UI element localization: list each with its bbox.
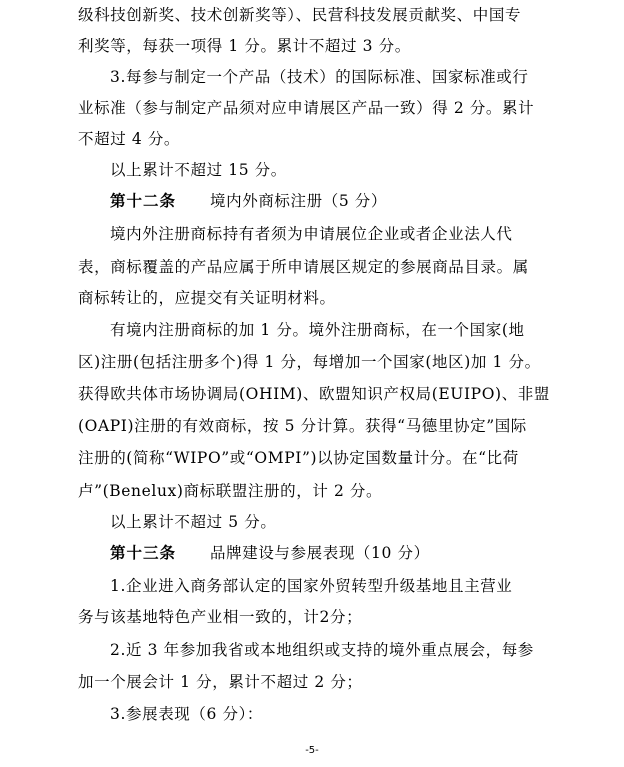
text-line: 业标准（参与制定产品须对应申请展区产品一致）得 2 分。累计 xyxy=(78,99,535,117)
text-line: 卢”(Benelux)商标联盟注册的，计 2 分。 xyxy=(78,482,383,500)
text-line: (OAPI)注册的有效商标，按 5 分计算。获得“马德里协定”国际 xyxy=(78,417,527,435)
text-line: 以上累计不超过 15 分。 xyxy=(110,161,287,179)
article-heading xyxy=(110,189,387,213)
text-line: 级科技创新奖、技术创新奖等）、民营科技发展贡献奖、中国专 xyxy=(78,6,522,24)
text-line: 3.每参与制定一个产品（技术）的国际标准、国家标准或行 xyxy=(110,68,529,86)
text-line: 加一个展会计 1 分，累计不超过 2 分； xyxy=(78,673,363,691)
text-line: 境内外注册商标持有者须为申请展位企业或者企业法人代 xyxy=(110,225,513,243)
text-line: 不超过 4 分。 xyxy=(78,130,181,148)
text-line: 2.近 3 年参加我省或本地组织或支持的境外重点展会，每参 xyxy=(110,641,534,659)
article-number: 第十三条 xyxy=(110,544,177,562)
text-line: 获得欧共体市场协调局(OHIM)、欧盟知识产权局(EUIPO)、非盟 xyxy=(78,385,550,403)
text-line: 表，商标覆盖的产品应属于所申请展区规定的参展商品目录。属 xyxy=(78,258,529,276)
text-line: 1.企业进入商务部认定的国家外贸转型升级基地且主营业 xyxy=(110,577,513,595)
text-line: 有境内注册商标的加 1 分。境外注册商标，在一个国家(地 xyxy=(110,321,525,339)
article-heading xyxy=(110,541,430,565)
article-title: 境内外商标注册（5 分） xyxy=(210,192,388,210)
text-line: 3.参展表现（6 分）： xyxy=(110,705,264,723)
text-line: 区)注册(包括注册多个)得 1 分，每增加一个国家(地区)加 1 分。 xyxy=(78,353,541,371)
text-line: 注册的(简称“WIPO”或“OMPI”)以协定国数量计分。在“比荷 xyxy=(78,449,519,467)
article-number: 第十二条 xyxy=(110,192,177,210)
text-line: 以上累计不超过 5 分。 xyxy=(110,513,277,531)
text-line: 利奖等，每获一项得 1 分。累计不超过 3 分。 xyxy=(78,37,411,55)
article-title: 品牌建设与参展表现（10 分） xyxy=(210,544,430,562)
text-line: 务与该基地特色产业相一致的，计2分； xyxy=(78,608,363,626)
text-line: 商标转让的，应提交有关证明材料。 xyxy=(78,289,336,307)
page-number: -5- xyxy=(305,745,319,756)
